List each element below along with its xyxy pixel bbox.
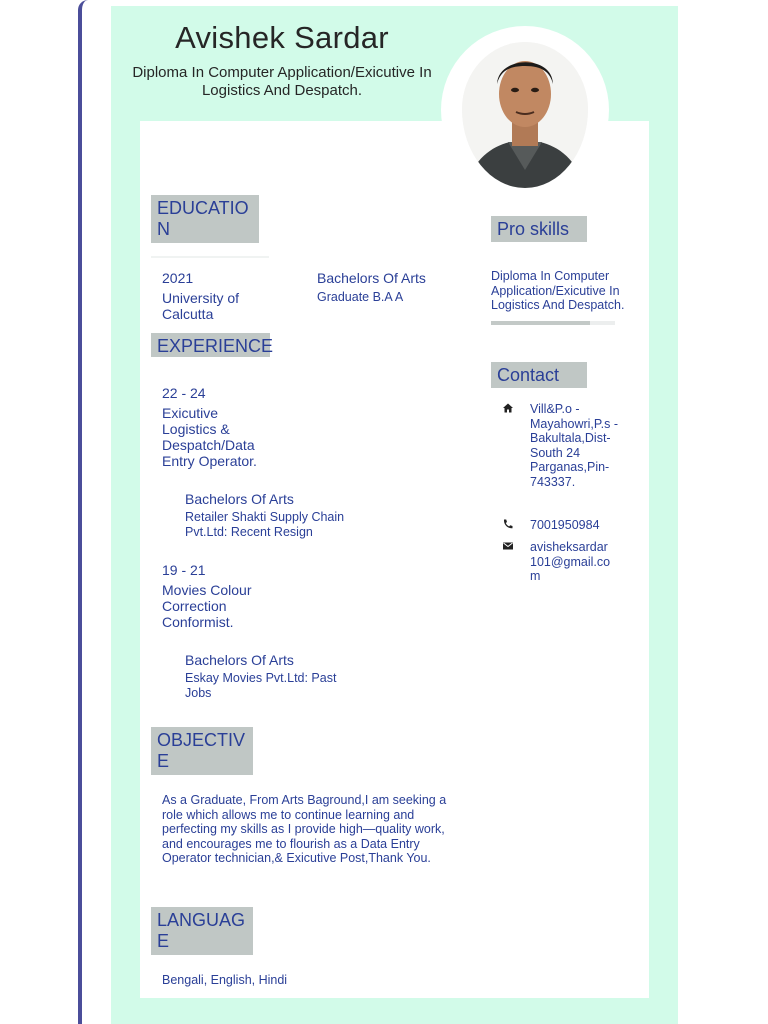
education-degree: Bachelors Of Arts [317,270,426,286]
pro-skill-text: Diploma In Computer Application/Exicutive In Logistics And Despatch. [491,269,625,312]
person-subtitle: Diploma In Computer Application/Exicutive In Logistics And Despatch. [132,64,432,99]
education-detail: Graduate B.A A [317,290,404,304]
contact-email: avisheksardar 101@gmail.co m [530,540,611,583]
experience-role-1: Exicutive Logistics & Despatch/Data Entry Operator. [162,405,257,469]
experience-title-1: Bachelors Of Arts [185,491,294,507]
experience-detail-1: Retailer Shakti Supply Chain Pvt.Ltd: Recent Resign [185,510,345,539]
mail-icon [501,540,515,554]
contact-address: Vill&P.o - Mayahowri,P.s - Bakultala,Dist- South 24 Parganas,Pin- 743337. [530,402,618,489]
contact-heading: Contact [491,362,587,388]
languages-heading: LANGUAG E [151,907,253,955]
experience-heading: EXPERIENCE [151,333,270,357]
objective-text: As a Graduate, From Arts Baground,I am seeking a role which allows me to continue learning and perfecting my skills as I provide high—quality work, and encourages me to flourish as a Data Entry Operator technician,& Exicutive Post,Thank You. [162,793,447,865]
education-year: 2021 [162,270,194,286]
education-heading: EDUCATIO N [151,195,259,243]
pro-skills-heading: Pro skills [491,216,587,242]
experience-title-2: Bachelors Of Arts [185,652,294,668]
pro-skill-bar-fill [491,321,590,325]
person-name: Avishek Sardar [175,20,389,55]
languages-text: Bengali, English, Hindi [162,973,288,987]
education-institution: University of Calcutta [162,290,240,322]
objective-heading: OBJECTIV E [151,727,253,775]
education-divider [151,256,269,258]
phone-icon [501,518,515,532]
contact-phone: 7001950984 [530,518,600,532]
pro-skill-bar [491,321,615,325]
experience-role-2: Movies Colour Correction Conformist. [162,582,252,630]
home-icon [501,402,515,416]
experience-years-1: 22 - 24 [162,385,206,401]
experience-years-2: 19 - 21 [162,562,206,578]
experience-detail-2: Eskay Movies Pvt.Ltd: Past Jobs [185,671,337,700]
left-frame [78,0,90,1024]
